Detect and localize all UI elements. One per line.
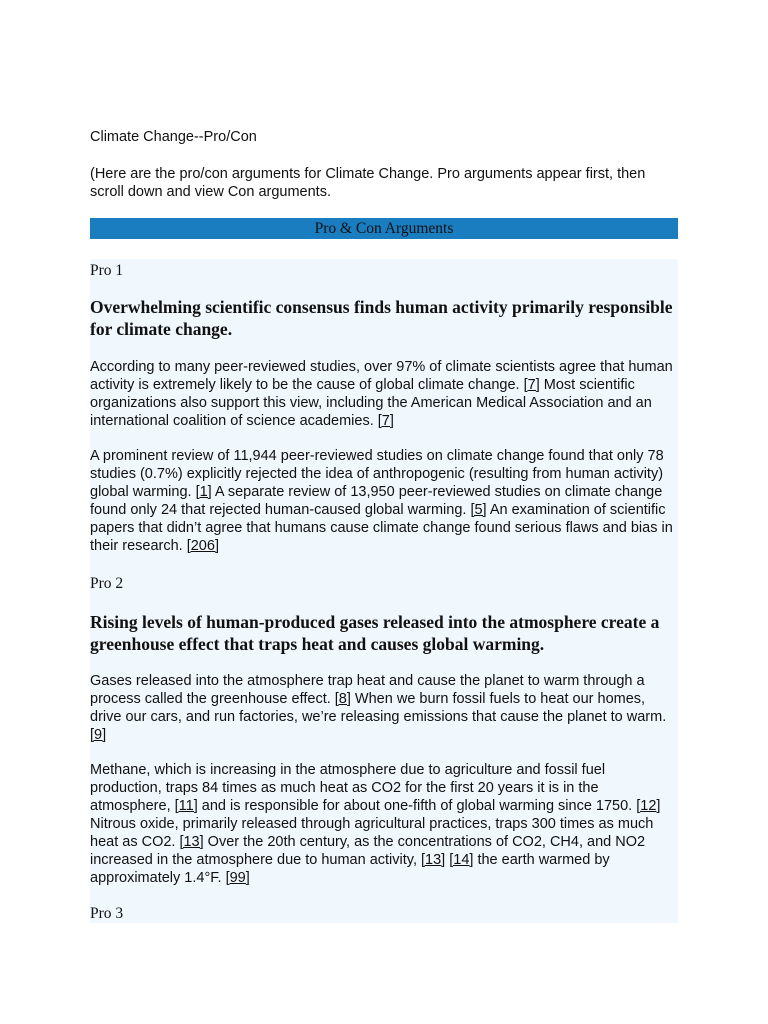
citation-link[interactable]: [7]: [377, 413, 394, 429]
pro-2-heading: Rising levels of human-produced gases released into the atmosphere create a greenhouse effect that traps heat and causes global warming.: [90, 612, 660, 654]
intro-paragraph: (Here are the pro/con arguments for Climate Change. Pro arguments appear first, then scroll down and view Con arguments.: [90, 166, 646, 200]
citation-link[interactable]: [5]: [470, 502, 487, 518]
pro-1-paragraph-2: A prominent review of 11,944 peer-reviewed studies on climate change found that only 78 studies (0.7%) explicitly rejected the idea of anthropogenic (resulting from human activity) global warming. [1] A separate review of 13,950 peer-reviewed studies on climate change found only 24 that rejected human-caused global warming. [5] An examination of scientific papers that didn’t agree that humans cause climate change found serious flaws and bias in their research. [206]: [90, 448, 673, 554]
citation-link[interactable]: [1]: [195, 484, 212, 500]
citation-link[interactable]: [206]: [186, 538, 219, 554]
pro-2-paragraph-1: Gases released into the atmosphere trap heat and cause the planet to warm through a process called the greenhouse effect. [8] When we burn fossil fuels to heat our homes, drive our cars, and run factories, we’re releasing emissions that cause the planet to warm. [9]: [90, 673, 667, 743]
pro-2-paragraph-2: Methane, which is increasing in the atmosphere due to agriculture and fossil fuel production, traps 84 times as much heat as CO2 for the first 20 years it is in the atmosphere, [11] and is responsible for about one-fifth of global warming since 1750. [12] Nitrous oxide, primarily released through agricultural practices, traps 300 times as much heat as CO2. [13] Over the 20th century, as the concentrations of CO2, CH4, and NO2 increased in the atmosphere due to human activity, [13] [14] the earth warmed by approximately 1.4°F. [99]: [90, 762, 661, 886]
pro-1-paragraph-1: According to many peer-reviewed studies, over 97% of climate scientists agree that human activity is extremely likely to be the cause of global climate change. [7] Most scientific organizations also support this view, including the American Medical Association and an international coalition of science academies. [7]: [90, 359, 673, 429]
citation-link[interactable]: [11]: [174, 798, 198, 814]
document-title: Climate Change--Pro/Con: [90, 129, 257, 145]
citation-link[interactable]: [7]: [523, 377, 540, 393]
citation-link[interactable]: [9]: [90, 727, 107, 743]
citation-link[interactable]: [14]: [449, 852, 474, 868]
pro-1-label: Pro 1: [90, 262, 124, 279]
pro-2-label: Pro 2: [90, 575, 124, 592]
pro-3-label: Pro 3: [90, 905, 124, 922]
citation-link[interactable]: [8]: [334, 691, 351, 707]
pro-1-heading: Overwhelming scientific consensus finds human activity primarily responsible for climate change.: [90, 297, 673, 339]
section-banner: Pro & Con Arguments: [90, 218, 678, 239]
citation-link[interactable]: [13]: [179, 834, 204, 850]
arguments-panel: [90, 259, 678, 923]
citation-link[interactable]: [12]: [636, 798, 661, 814]
citation-link[interactable]: [13]: [421, 852, 446, 868]
citation-link[interactable]: [99]: [225, 870, 250, 886]
